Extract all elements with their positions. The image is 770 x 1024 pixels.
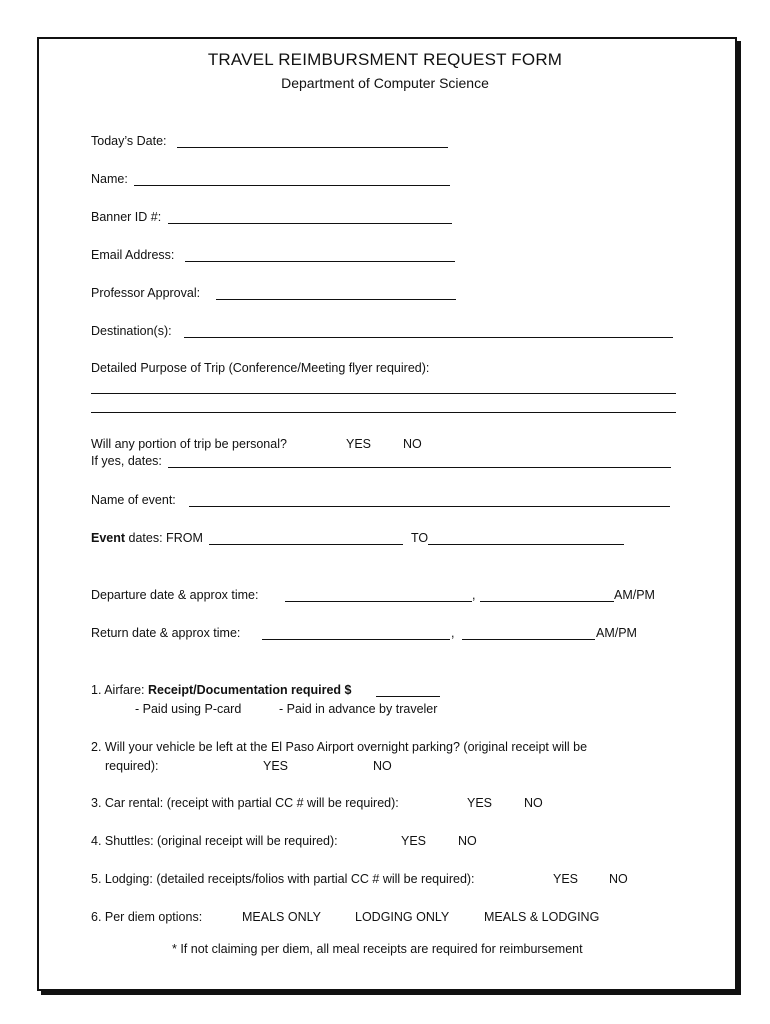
form-title: TRAVEL REIMBURSMENT REQUEST FORM <box>207 50 563 69</box>
professor-approval-label: Professor Approval: <box>91 286 201 300</box>
if-yes-dates-label: If yes, dates: <box>91 454 162 468</box>
airfare-prefix: 1. Airfare: <box>91 683 145 697</box>
per-diem-label: 6. Per diem options: <box>91 910 203 924</box>
name-label: Name: <box>91 172 128 186</box>
event-dates-label <box>91 530 203 546</box>
per-diem-meals-only-option[interactable]: MEALS ONLY <box>242 910 321 924</box>
todays-date-label: Today’s Date: <box>91 134 167 148</box>
per-diem-meals-lodging-option[interactable]: MEALS & LODGING <box>484 910 600 924</box>
event-to-field[interactable] <box>428 544 624 545</box>
car-rental-yes-option[interactable]: YES <box>467 796 493 810</box>
car-rental-question: 3. Car rental: (receipt with partial CC # will be required): <box>91 796 399 810</box>
event-dates-from-text: dates: FROM <box>128 531 203 545</box>
personal-question: Will any portion of trip be personal? <box>91 437 287 451</box>
destinations-field[interactable] <box>184 337 673 338</box>
car-rental-no-option[interactable]: NO <box>524 796 543 810</box>
event-dates-bold: Event <box>91 531 126 545</box>
airfare-label <box>91 682 352 698</box>
return-label: Return date & approx time: <box>91 626 241 640</box>
lodging-no-option[interactable]: NO <box>609 872 628 886</box>
vehicle-question-line-2: required): <box>105 759 159 773</box>
return-date-field[interactable] <box>262 639 450 640</box>
destinations-label: Destination(s): <box>91 324 172 338</box>
event-from-field[interactable] <box>209 544 403 545</box>
departure-time-field[interactable] <box>480 601 614 602</box>
event-name-label: Name of event: <box>91 493 176 507</box>
purpose-field-line-1[interactable] <box>91 393 676 394</box>
return-time-field[interactable] <box>462 639 595 640</box>
shuttles-no-option[interactable]: NO <box>458 834 477 848</box>
todays-date-field[interactable] <box>177 147 448 148</box>
event-name-field[interactable] <box>189 506 670 507</box>
shuttles-question: 4. Shuttles: (original receipt will be required): <box>91 834 338 848</box>
name-field[interactable] <box>134 185 450 186</box>
personal-yes-option[interactable]: YES <box>346 437 372 451</box>
airfare-pcard-option[interactable]: - Paid using P-card <box>135 702 242 716</box>
departure-comma: , <box>472 588 476 602</box>
vehicle-no-option[interactable]: NO <box>373 759 392 773</box>
lodging-question: 5. Lodging: (detailed receipts/folios with partial CC # will be required): <box>91 872 475 886</box>
vehicle-yes-option[interactable]: YES <box>263 759 289 773</box>
banner-id-label: Banner ID #: <box>91 210 162 224</box>
return-comma: , <box>451 626 455 640</box>
per-diem-footnote: * If not claiming per diem, all meal receipts are required for reimbursement <box>172 942 583 956</box>
form-subtitle: Department of Computer Science <box>281 75 489 91</box>
personal-no-option[interactable]: NO <box>403 437 422 451</box>
event-to-label: TO <box>411 531 429 545</box>
purpose-label: Detailed Purpose of Trip (Conference/Meeting flyer required): <box>91 361 430 375</box>
airfare-amount-field[interactable] <box>376 696 440 697</box>
vehicle-question-line-1: 2. Will your vehicle be left at the El Paso Airport overnight parking? (original receipt will be <box>91 740 588 754</box>
purpose-field-line-2[interactable] <box>91 412 676 413</box>
lodging-yes-option[interactable]: YES <box>553 872 579 886</box>
email-field[interactable] <box>185 261 455 262</box>
airfare-receipt-required: Receipt/Documentation required $ <box>147 683 352 697</box>
departure-ampm: AM/PM <box>614 588 655 602</box>
departure-label: Departure date & approx time: <box>91 588 259 602</box>
professor-approval-field[interactable] <box>216 299 456 300</box>
departure-date-field[interactable] <box>285 601 472 602</box>
personal-dates-field[interactable] <box>168 467 671 468</box>
email-label: Email Address: <box>91 248 175 262</box>
airfare-advance-option[interactable]: - Paid in advance by traveler <box>279 702 438 716</box>
banner-id-field[interactable] <box>168 223 452 224</box>
shuttles-yes-option[interactable]: YES <box>401 834 427 848</box>
return-ampm: AM/PM <box>596 626 637 640</box>
per-diem-lodging-only-option[interactable]: LODGING ONLY <box>355 910 450 924</box>
